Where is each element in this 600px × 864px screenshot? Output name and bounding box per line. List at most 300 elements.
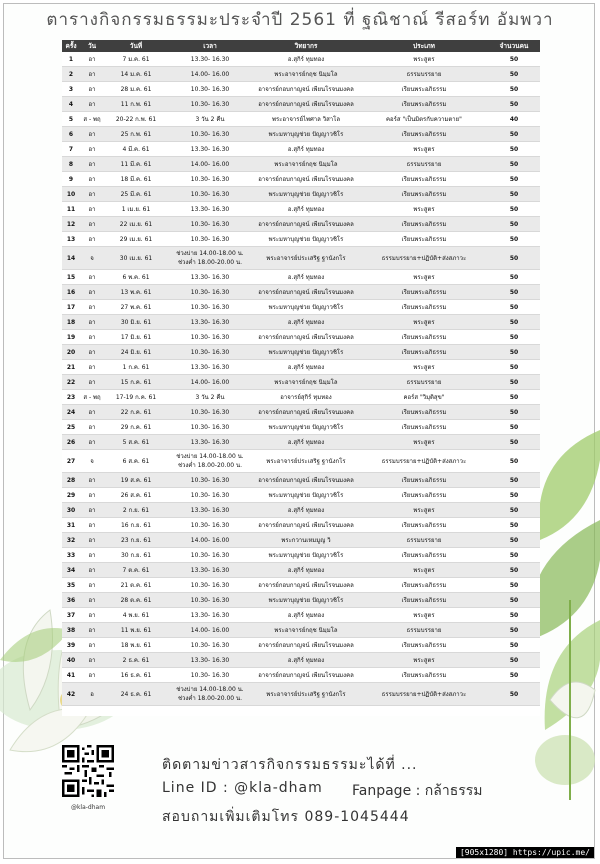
table-row [62, 285, 540, 300]
cell-date: 24 มิ.ย. 61 [104, 345, 168, 360]
cell-no: 9 [62, 172, 80, 187]
cell-time: 14.00- 16.00 [168, 623, 252, 638]
cell-day: อา [80, 142, 104, 157]
cell-count: 50 [488, 97, 540, 112]
cell-date: 18 มี.ค. 61 [104, 172, 168, 187]
cell-time: 10.30- 16.30 [168, 488, 252, 503]
cell-type: พระสูตร [360, 653, 488, 668]
cell-date: 20-22 ก.พ. 61 [104, 112, 168, 127]
cell-date: 30 มิ.ย. 61 [104, 315, 168, 330]
cell-time: 13.30- 16.30 [168, 563, 252, 578]
cell-no: 29 [62, 488, 80, 503]
table-row [62, 360, 540, 375]
cell-day: อา [80, 578, 104, 593]
cell-no: 27 [62, 450, 80, 473]
cell-time-line-2: ช่วงค่ำ 18.00-20.00 น. [177, 695, 243, 702]
cell-speaker: อ.สุกิร์ ทุมทอง [252, 52, 360, 67]
cell-time: 10.30- 16.30 [168, 518, 252, 533]
table-row [62, 375, 540, 390]
table-header-row [62, 40, 540, 52]
cell-time: 3 วัน 2 คืน [168, 390, 252, 405]
cell-time: 10.30- 16.30 [168, 473, 252, 488]
cell-speaker: พระมหาบุญช่วย ปัญญาวชิโร [252, 127, 360, 142]
cell-no: 39 [62, 638, 80, 653]
table-row [62, 518, 540, 533]
cell-no: 5 [62, 112, 80, 127]
cell-day: อา [80, 608, 104, 623]
cell-speaker: พระอาจารย์กฤช นิมฺมโล [252, 157, 360, 172]
table-row [62, 488, 540, 503]
cell-time: 13.30- 16.30 [168, 52, 252, 67]
cell-time-line-1: ช่วงบ่าย 14.00-18.00 น. [176, 686, 244, 693]
cell-count: 50 [488, 330, 540, 345]
cell-time: 13.30- 16.30 [168, 315, 252, 330]
cell-count: 50 [488, 450, 540, 473]
cell-speaker: อาจารย์กอบกาญจน์ เพียนโรจนมงคล [252, 172, 360, 187]
table-row [62, 668, 540, 683]
cell-speaker: พระมหาบุญช่วย ปัญญาวชิโร [252, 187, 360, 202]
cell-count: 50 [488, 563, 540, 578]
cell-date: 25 ก.พ. 61 [104, 127, 168, 142]
cell-no: 37 [62, 608, 80, 623]
table-row [62, 82, 540, 97]
page-title: ตารางกิจกรรมธรรมะประจำปี 2561 ที่ ฐณิชาณ์ รีสอร์ท อัมพวา [46, 10, 554, 30]
cell-type: พระสูตร [360, 360, 488, 375]
cell-no: 2 [62, 67, 80, 82]
cell-no: 18 [62, 315, 80, 330]
cell-date: 11 พ.ย. 61 [104, 623, 168, 638]
cell-speaker: อ.สุกิร์ ทุมทอง [252, 435, 360, 450]
cell-count: 50 [488, 232, 540, 247]
cell-date: 25 มี.ค. 61 [104, 187, 168, 202]
cell-count: 50 [488, 172, 540, 187]
table-row [62, 450, 540, 473]
cell-date: 2 ธ.ค. 61 [104, 653, 168, 668]
cell-count: 50 [488, 420, 540, 435]
cell-type: คอร์ส "เป็นมิตรกับความตาย" [360, 112, 488, 127]
cell-day: อา [80, 232, 104, 247]
cell-count: 50 [488, 390, 540, 405]
cell-day: อา [80, 97, 104, 112]
cell-type: เรียนพระอภิธรรม [360, 518, 488, 533]
cell-time: 10.30- 16.30 [168, 420, 252, 435]
table-row [62, 473, 540, 488]
cell-type: ธรรมบรรยาย [360, 623, 488, 638]
cell-date: 4 พ.ย. 61 [104, 608, 168, 623]
cell-type: เรียนพระอภิธรรม [360, 548, 488, 563]
cell-speaker: อ.สุกิร์ ทุมทอง [252, 563, 360, 578]
cell-count: 50 [488, 578, 540, 593]
cell-time-line-1: ช่วงบ่าย 14.00-18.00 น. [176, 453, 244, 460]
header-cell-date: วันที่ [104, 40, 168, 52]
cell-type: เรียนพระอภิธรรม [360, 473, 488, 488]
cell-date: 1 ก.ค. 61 [104, 360, 168, 375]
table-row [62, 548, 540, 563]
cell-no: 11 [62, 202, 80, 217]
cell-count: 50 [488, 638, 540, 653]
table-row [62, 390, 540, 405]
cell-no: 16 [62, 285, 80, 300]
cell-day: อา [80, 548, 104, 563]
cell-speaker: พระอาจารย์กฤช นิมฺมโล [252, 67, 360, 82]
cell-speaker: อ.สุกิร์ ทุมทอง [252, 315, 360, 330]
cell-no: 10 [62, 187, 80, 202]
cell-date: 30 ก.ย. 61 [104, 548, 168, 563]
cell-count: 50 [488, 503, 540, 518]
cell-type: เรียนพระอภิธรรม [360, 187, 488, 202]
cell-day: อา [80, 473, 104, 488]
cell-day: อา [80, 503, 104, 518]
cell-date: 30 เม.ย. 61 [104, 247, 168, 270]
cell-count: 50 [488, 683, 540, 706]
cell-no: 28 [62, 473, 80, 488]
cell-type: เรียนพระอภิธรรม [360, 638, 488, 653]
cell-day: ส - พฤ [80, 390, 104, 405]
table-row [62, 172, 540, 187]
table-row [62, 127, 540, 142]
cell-count: 50 [488, 533, 540, 548]
cell-speaker: อาจารย์กอบกาญจน์ เพียนโรจนมงคล [252, 82, 360, 97]
fanpage-text[interactable]: Fanpage : กล้าธรรม [352, 783, 483, 799]
cell-day: อา [80, 187, 104, 202]
cell-speaker: อาจารย์กอบกาญจน์ เพียนโรจนมงคล [252, 285, 360, 300]
cell-date: 11 มี.ค. 61 [104, 157, 168, 172]
cell-time-line-2: ช่วงค่ำ 18.00-20.00 น. [177, 462, 243, 469]
cell-day: อา [80, 488, 104, 503]
cell-time: 10.30- 16.30 [168, 548, 252, 563]
cell-speaker: อาจารย์กอบกาญจน์ เพียนโรจนมงคล [252, 473, 360, 488]
cell-day: อา [80, 360, 104, 375]
cell-no: 4 [62, 97, 80, 112]
cell-date: 19 ส.ค. 61 [104, 473, 168, 488]
header-cell-type: ประเภท [360, 40, 488, 52]
cell-count: 50 [488, 518, 540, 533]
cell-type: ธรรมบรรยาย [360, 375, 488, 390]
cell-speaker: พระมหาบุญช่วย ปัญญาวชิโร [252, 488, 360, 503]
cell-count: 50 [488, 315, 540, 330]
table-row [62, 608, 540, 623]
cell-type: เรียนพระอภิธรรม [360, 330, 488, 345]
cell-date: 15 ก.ค. 61 [104, 375, 168, 390]
cell-no: 14 [62, 247, 80, 270]
cell-day: อา [80, 67, 104, 82]
cell-time: 10.30- 16.30 [168, 217, 252, 232]
cell-time: 10.30- 16.30 [168, 638, 252, 653]
cell-time: 10.30- 16.30 [168, 82, 252, 97]
cell-date: 23 ก.ย. 61 [104, 533, 168, 548]
cell-count: 50 [488, 653, 540, 668]
cell-date: 22 ก.ค. 61 [104, 405, 168, 420]
cell-speaker: อาจารย์สุกิร์ ทุมทอง [252, 390, 360, 405]
phone-text[interactable]: สอบถามเพิ่มเติมโทร 089-1045444 [162, 809, 410, 825]
cell-type: พระสูตร [360, 503, 488, 518]
table-row [62, 345, 540, 360]
cell-type: ธรรมบรรยาย+ปฏิบัติ+ส่งสภาวะ [360, 247, 488, 270]
table-row [62, 202, 540, 217]
cell-speaker: อ.สุกิร์ ทุมทอง [252, 142, 360, 157]
table-row [62, 420, 540, 435]
cell-count: 50 [488, 285, 540, 300]
cell-speaker: พระอาจารย์กฤช นิมฺมโล [252, 375, 360, 390]
cell-time: 13.30- 16.30 [168, 503, 252, 518]
cell-no: 24 [62, 405, 80, 420]
cell-time: 10.30- 16.30 [168, 97, 252, 112]
cell-speaker: พระมหาบุญช่วย ปัญญาวชิโร [252, 300, 360, 315]
cell-time: 10.30- 16.30 [168, 172, 252, 187]
cell-time: 14.00- 16.00 [168, 533, 252, 548]
cell-type: พระสูตร [360, 52, 488, 67]
cell-speaker: พระกวานเหมมูญ วิ [252, 533, 360, 548]
cell-day: อา [80, 518, 104, 533]
cell-no: 8 [62, 157, 80, 172]
cell-day: ส - พฤ [80, 112, 104, 127]
cell-date: 16 ก.ย. 61 [104, 518, 168, 533]
cell-time [168, 683, 252, 706]
cell-speaker: อาจารย์กอบกาญจน์ เพียนโรจนมงคล [252, 330, 360, 345]
table-row [62, 623, 540, 638]
source-watermark: [905x1280] https://upic.me/ [456, 847, 594, 858]
table-row [62, 270, 540, 285]
header-cell-count: จำนวนคน [488, 40, 540, 52]
cell-time: 14.00- 16.00 [168, 67, 252, 82]
cell-date: 17 มิ.ย. 61 [104, 330, 168, 345]
cell-count: 40 [488, 112, 540, 127]
cell-day: จ [80, 247, 104, 270]
cell-date: 21 ต.ค. 61 [104, 578, 168, 593]
cell-no: 17 [62, 300, 80, 315]
cell-speaker: อ.สุกิร์ ทุมทอง [252, 653, 360, 668]
cell-speaker: อาจารย์กอบกาญจน์ เพียนโรจนมงคล [252, 668, 360, 683]
cell-no: 6 [62, 127, 80, 142]
cell-no: 25 [62, 420, 80, 435]
cell-time: 10.30- 16.30 [168, 127, 252, 142]
cell-date: 7 ต.ค. 61 [104, 563, 168, 578]
table-row [62, 247, 540, 270]
cell-no: 42 [62, 683, 80, 706]
cell-no: 41 [62, 668, 80, 683]
follow-us-text: ติดตามข่าวสารกิจกรรมธรรมะได้ที่ ... [162, 757, 418, 773]
header-cell-no: ครั้ง [62, 40, 80, 52]
cell-type: พระสูตร [360, 202, 488, 217]
cell-type: ธรรมบรรยาย+ปฏิบัติ+ส่งสภาวะ [360, 450, 488, 473]
table-row [62, 217, 540, 232]
cell-type: พระสูตร [360, 563, 488, 578]
cell-time: 10.30- 16.30 [168, 345, 252, 360]
cell-type: เรียนพระอภิธรรม [360, 172, 488, 187]
cell-no: 22 [62, 375, 80, 390]
cell-type: เรียนพระอภิธรรม [360, 420, 488, 435]
cell-type: เรียนพระอภิธรรม [360, 405, 488, 420]
cell-type: เรียนพระอภิธรรม [360, 97, 488, 112]
table-row [62, 157, 540, 172]
cell-type: พระสูตร [360, 142, 488, 157]
cell-date: 1 เม.ย. 61 [104, 202, 168, 217]
cell-day: อา [80, 82, 104, 97]
cell-no: 3 [62, 82, 80, 97]
cell-speaker: พระอาจารย์ประเสริฐ ฐานังกโร [252, 247, 360, 270]
cell-type: เรียนพระอภิธรรม [360, 668, 488, 683]
cell-type: เรียนพระอภิธรรม [360, 285, 488, 300]
cell-speaker: อ.สุกิร์ ทุมทอง [252, 202, 360, 217]
schedule-table-container [62, 40, 540, 716]
qr-caption: @kla-dham [70, 804, 106, 811]
cell-speaker: อาจารย์กอบกาญจน์ เพียนโรจนมงคล [252, 405, 360, 420]
cell-speaker: อ.สุกิร์ ทุมทอง [252, 360, 360, 375]
cell-speaker: อ.สุกิร์ ทุมทอง [252, 503, 360, 518]
cell-day: อา [80, 593, 104, 608]
cell-no: 38 [62, 623, 80, 638]
cell-speaker: อ.สุกิร์ ทุมทอง [252, 608, 360, 623]
cell-no: 15 [62, 270, 80, 285]
cell-date: 5 ส.ค. 61 [104, 435, 168, 450]
qr-code-icon[interactable] [62, 745, 114, 797]
cell-count: 50 [488, 157, 540, 172]
table-row [62, 653, 540, 668]
cell-no: 32 [62, 533, 80, 548]
cell-speaker: อาจารย์กอบกาญจน์ เพียนโรจนมงคล [252, 638, 360, 653]
cell-speaker: พระมหาบุญช่วย ปัญญาวชิโร [252, 232, 360, 247]
cell-type: เรียนพระอภิธรรม [360, 593, 488, 608]
cell-speaker: อาจารย์กอบกาญจน์ เพียนโรจนมงคล [252, 97, 360, 112]
cell-time: 13.30- 16.30 [168, 270, 252, 285]
cell-time: 13.30- 16.30 [168, 435, 252, 450]
cell-day: อา [80, 375, 104, 390]
cell-time: 10.30- 16.30 [168, 405, 252, 420]
cell-speaker: พระอาจารย์ประเสริฐ ฐานังกโร [252, 450, 360, 473]
cell-count: 50 [488, 375, 540, 390]
cell-day: อา [80, 420, 104, 435]
cell-date: 24 ธ.ค. 61 [104, 683, 168, 706]
table-row [62, 533, 540, 548]
cell-no: 20 [62, 345, 80, 360]
table-row [62, 142, 540, 157]
cell-speaker: พระมหาบุญช่วย ปัญญาวชิโร [252, 548, 360, 563]
cell-day: อา [80, 345, 104, 360]
cell-date: 29 เม.ย. 61 [104, 232, 168, 247]
table-row [62, 97, 540, 112]
cell-date: 11 ก.พ. 61 [104, 97, 168, 112]
table-row [62, 112, 540, 127]
cell-time [168, 247, 252, 270]
cell-count: 50 [488, 127, 540, 142]
cell-count: 50 [488, 82, 540, 97]
cell-count: 50 [488, 593, 540, 608]
cell-day: อา [80, 638, 104, 653]
cell-date: 14 ม.ค. 61 [104, 67, 168, 82]
cell-no: 23 [62, 390, 80, 405]
cell-count: 50 [488, 52, 540, 67]
cell-type: เรียนพระอภิธรรม [360, 578, 488, 593]
cell-no: 30 [62, 503, 80, 518]
cell-day: อา [80, 300, 104, 315]
cell-date: 6 ส.ค. 61 [104, 450, 168, 473]
cell-time-line-2: ช่วงค่ำ 18.00-20.00 น. [177, 259, 243, 266]
cell-speaker: อาจารย์กอบกาญจน์ เพียนโรจนมงคล [252, 518, 360, 533]
cell-date: 18 พ.ย. 61 [104, 638, 168, 653]
cell-day: อา [80, 563, 104, 578]
cell-no: 7 [62, 142, 80, 157]
cell-day: อา [80, 330, 104, 345]
cell-speaker: พระมหาบุญช่วย ปัญญาวชิโร [252, 345, 360, 360]
cell-count: 50 [488, 608, 540, 623]
cell-date: 28 ม.ค. 61 [104, 82, 168, 97]
cell-date: 4 มี.ค. 61 [104, 142, 168, 157]
table-row [62, 67, 540, 82]
cell-type: เรียนพระอภิธรรม [360, 217, 488, 232]
cell-count: 50 [488, 187, 540, 202]
cell-time: 14.00- 16.00 [168, 157, 252, 172]
cell-count: 50 [488, 142, 540, 157]
cell-time: 10.30- 16.30 [168, 187, 252, 202]
cell-speaker: พระมหาบุญช่วย ปัญญาวชิโร [252, 420, 360, 435]
cell-time: 10.30- 16.30 [168, 593, 252, 608]
cell-count: 50 [488, 548, 540, 563]
cell-no: 34 [62, 563, 80, 578]
table-row [62, 300, 540, 315]
schedule-table [62, 40, 540, 706]
cell-day: อา [80, 285, 104, 300]
table-row [62, 578, 540, 593]
table-row [62, 503, 540, 518]
cell-type: เรียนพระอภิธรรม [360, 232, 488, 247]
cell-day: อา [80, 157, 104, 172]
cell-date: 29 ก.ค. 61 [104, 420, 168, 435]
cell-speaker: พระอาจารย์ประเสริฐ ฐานังกโร [252, 683, 360, 706]
cell-count: 50 [488, 247, 540, 270]
table-row [62, 52, 540, 67]
cell-day: อา [80, 52, 104, 67]
cell-no: 1 [62, 52, 80, 67]
cell-type: ธรรมบรรยาย+ปฏิบัติ+ส่งสภาวะ [360, 683, 488, 706]
cell-time [168, 450, 252, 473]
cell-time: 10.30- 16.30 [168, 330, 252, 345]
cell-type: ธรรมบรรยาย [360, 157, 488, 172]
cell-type: ธรรมบรรยาย [360, 67, 488, 82]
line-id-text[interactable]: Line ID : @kla-dham [162, 780, 323, 796]
cell-count: 50 [488, 202, 540, 217]
cell-no: 12 [62, 217, 80, 232]
cell-time: 10.30- 16.30 [168, 578, 252, 593]
cell-time: 13.30- 16.30 [168, 608, 252, 623]
cell-time: 3 วัน 2 คืน [168, 112, 252, 127]
cell-date: 7 ม.ค. 61 [104, 52, 168, 67]
table-row [62, 187, 540, 202]
cell-day: อา [80, 127, 104, 142]
cell-no: 26 [62, 435, 80, 450]
cell-time: 10.30- 16.30 [168, 668, 252, 683]
cell-date: 28 ต.ค. 61 [104, 593, 168, 608]
cell-time: 10.30- 16.30 [168, 300, 252, 315]
table-row [62, 405, 540, 420]
header-cell-speaker: วิทยากร [252, 40, 360, 52]
cell-time: 13.30- 16.30 [168, 360, 252, 375]
cell-no: 13 [62, 232, 80, 247]
table-row [62, 593, 540, 608]
cell-time: 10.30- 16.30 [168, 232, 252, 247]
table-row [62, 638, 540, 653]
cell-count: 50 [488, 668, 540, 683]
cell-date: 17-19 ก.ค. 61 [104, 390, 168, 405]
cell-type: เรียนพระอภิธรรม [360, 127, 488, 142]
cell-time: 13.30- 16.30 [168, 653, 252, 668]
table-body [62, 52, 540, 706]
cell-no: 35 [62, 578, 80, 593]
cell-speaker: พระอาจารย์ไพศาล วิสาโล [252, 112, 360, 127]
cell-count: 50 [488, 270, 540, 285]
cell-count: 50 [488, 300, 540, 315]
header-cell-time: เวลา [168, 40, 252, 52]
cell-day: อ [80, 683, 104, 706]
